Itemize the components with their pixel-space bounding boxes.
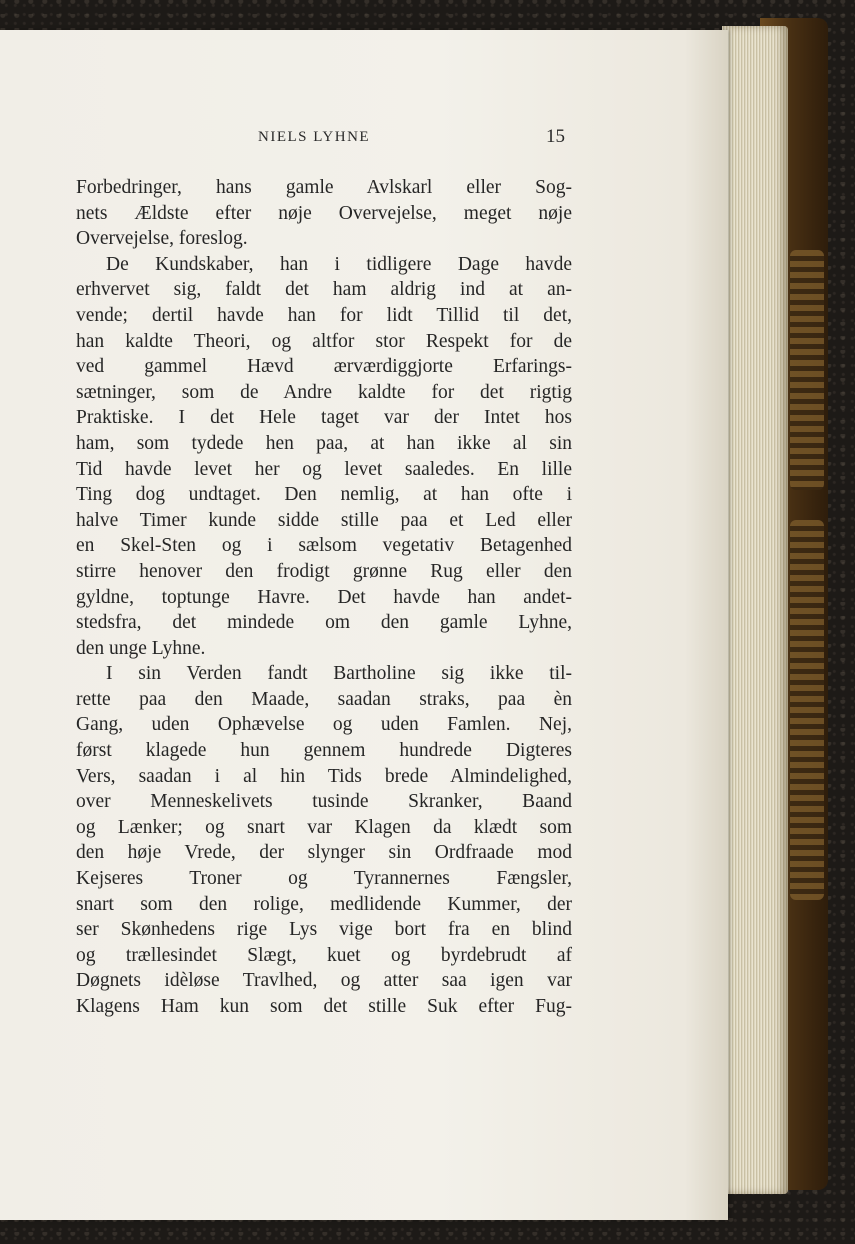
text-line: Kejseres Troner og Tyrannernes Fængsler, — [76, 868, 572, 890]
page-block-edges — [722, 26, 788, 1194]
text-line: ham, som tydede hen paa, at han ikke al sin — [76, 432, 572, 454]
page-number: 15 — [546, 126, 565, 147]
text-line: Døgnets idèløse Travlhed, og atter saa igen var — [76, 970, 572, 992]
text-line: Tid havde levet her og levet saaledes. En lille — [76, 458, 572, 480]
text-line: De Kundskaber, han i tidligere Dage havde — [106, 253, 572, 275]
cover-wear-mark — [790, 520, 824, 900]
text-line: stedsfra, det mindede om den gamle Lyhne, — [76, 612, 572, 634]
text-line: han kaldte Theori, og altfor stor Respekt for de — [76, 330, 572, 352]
text-line: Gang, uden Ophævelse og uden Famlen. Nej, — [76, 714, 572, 736]
text-line: en Skel-Sten og i sælsom vegetativ Betagenhed — [76, 535, 572, 557]
text-line: nets Ældste efter nøje Overvejelse, meget nøje — [76, 202, 572, 224]
cover-wear-mark — [790, 250, 824, 490]
text-line: stirre henover den frodigt grønne Rug eller den — [76, 560, 572, 582]
text-line: over Menneskelivets tusinde Skranker, Baand — [76, 791, 572, 813]
text-line: rette paa den Maade, saadan straks, paa èn — [76, 688, 572, 710]
running-head — [0, 126, 855, 150]
text-line: først klagede hun gennem hundrede Digteres — [76, 740, 572, 762]
text-line: Klagens Ham kun som det stille Suk efter Fug- — [76, 996, 572, 1017]
text-line: I sin Verden fandt Bartholine sig ikke til- — [106, 663, 572, 685]
text-line: Praktiske. I det Hele taget var der Intet hos — [76, 407, 572, 429]
text-line: Overvejelse, foreslog. — [76, 228, 248, 250]
text-line: erhvervet sig, faldt det ham aldrig ind at an- — [76, 279, 572, 301]
text-line: og trællesindet Slægt, kuet og byrdebrudt af — [76, 944, 572, 966]
text-line: Forbedringer, hans gamle Avlskarl eller Sog- — [76, 177, 572, 198]
text-line: ved gammel Hævd ærværdiggjorte Erfarings- — [76, 356, 572, 378]
text-line: den høje Vrede, der slynger sin Ordfraade mod — [76, 842, 572, 864]
text-line: Ting dog undtaget. Den nemlig, at han ofte i — [76, 484, 572, 506]
text-line: gyldne, toptunge Havre. Det havde han andet- — [76, 586, 572, 608]
text-line: halve Timer kunde sidde stille paa et Led eller — [76, 509, 572, 531]
body-text — [76, 175, 572, 1020]
text-line: Vers, saadan i al hin Tids brede Almindelighed, — [76, 765, 572, 787]
running-head-title: NIELS LYHNE — [258, 129, 371, 145]
text-line: vende; dertil havde han for lidt Tillid til det, — [76, 304, 572, 326]
text-line: sætninger, som de Andre kaldte for det rigtig — [76, 381, 572, 403]
text-line: den unge Lyhne. — [76, 637, 206, 659]
text-line: og Lænker; og snart var Klagen da klædt som — [76, 816, 572, 838]
text-line: snart som den rolige, medlidende Kummer, der — [76, 893, 572, 915]
text-line: ser Skønhedens rige Lys vige bort fra en blind — [76, 919, 572, 941]
